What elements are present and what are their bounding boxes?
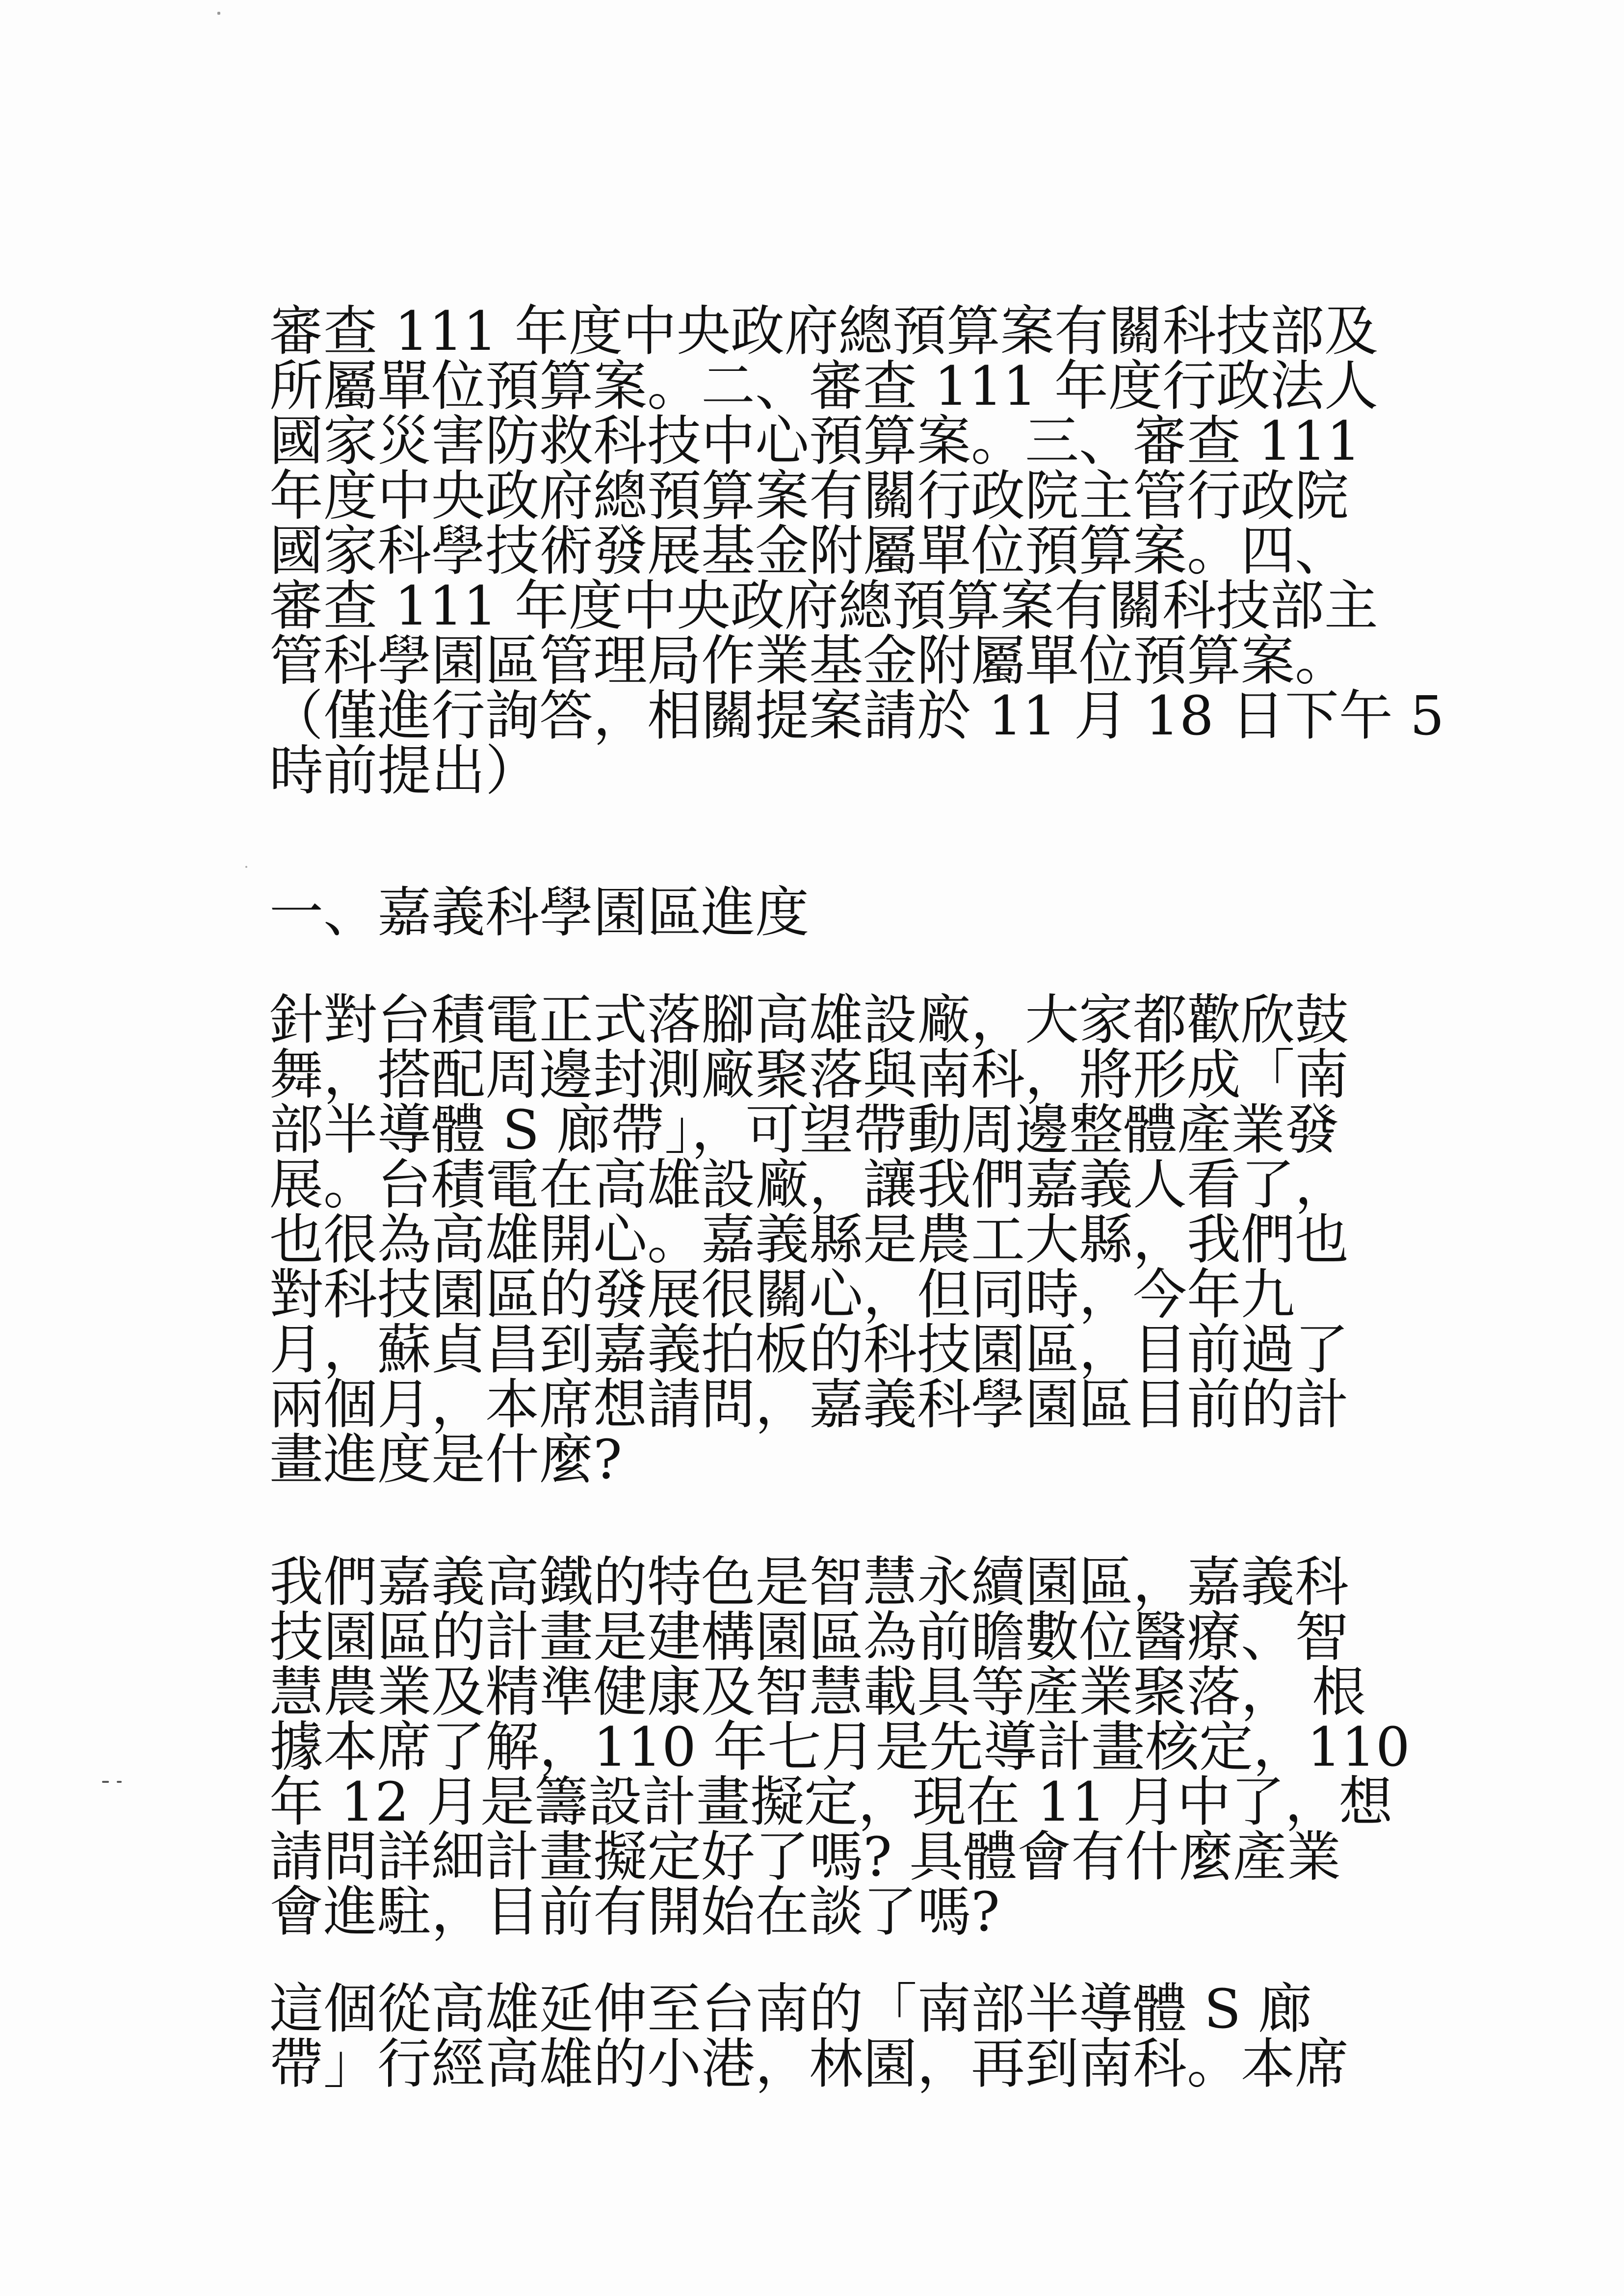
section-heading: [269, 881, 1545, 944]
text-line: 展。台積電在高雄設廠，讓我們嘉義人看了，: [269, 1153, 1349, 1216]
text-line: 部半導體 S 廊帶」，可望帶動周邊整體產業發: [269, 1098, 1339, 1161]
text-line: 年度中央政府總預算案有關行政院主管行政院: [269, 465, 1349, 527]
text-line: 會進駐，目前有開始在談了嗎?: [269, 1880, 1000, 1943]
scan-artifact: [217, 12, 220, 15]
text-line: （僅進行詢答，相關提案請於 11 月 18 日下午 5: [269, 684, 1444, 747]
scan-artifact: [245, 866, 247, 868]
text-line: 審查 111 年度中央政府總預算案有關科技部主: [269, 574, 1378, 637]
text-line: 帶」行經高雄的小港，林園，再到南科。本席: [269, 2033, 1349, 2095]
text-line: 管科學園區管理局作業基金附屬單位預算案。: [269, 629, 1349, 692]
body-paragraph: [269, 989, 1545, 1491]
text-line: 請問詳細計畫擬定好了嗎? 具體會有什麼產業: [269, 1826, 1341, 1888]
text-line: 對科技園區的發展很關心，但同時，今年九: [269, 1263, 1295, 1326]
text-line: 國家災害防救科技中心預算案。三、審查 111: [269, 410, 1361, 472]
text-line: 這個從高雄延伸至台南的「南部半導體 S 廊: [269, 1978, 1312, 2040]
text-line: 針對台積電正式落腳高雄設廠，大家都歡欣鼓: [269, 989, 1349, 1051]
scan-artifact: [117, 1781, 122, 1783]
body-paragraph: [269, 1551, 1545, 1943]
section-heading-text: 一、嘉義科學園區進度: [269, 881, 809, 944]
intro-paragraph: [269, 300, 1545, 802]
text-line: 據本席了解，110 年七月是先導計畫核定，110: [269, 1716, 1410, 1778]
text-line: 舞，搭配周邊封測廠聚落與南科，將形成「南: [269, 1044, 1349, 1106]
text-line: 所屬單位預算案。二、審查 111 年度行政法人: [269, 355, 1378, 417]
text-line: 也很為高雄開心。嘉義縣是農工大縣，我們也: [269, 1208, 1349, 1271]
text-line: 月，蘇貞昌到嘉義拍板的科技園區，目前過了: [269, 1318, 1349, 1381]
text-line: 年 12 月是籌設計畫擬定，現在 11 月中了，想: [269, 1771, 1393, 1833]
text-line: 我們嘉義高鐵的特色是智慧永續園區，嘉義科: [269, 1551, 1349, 1614]
text-line: 審查 111 年度中央政府總預算案有關科技部及: [269, 300, 1378, 363]
text-line: 時前提出）: [269, 739, 539, 802]
text-line: 畫進度是什麼?: [269, 1428, 622, 1491]
text-line: 兩個月，本席想請問，嘉義科學園區目前的計: [269, 1373, 1349, 1436]
text-line: 技園區的計畫是建構園區為前瞻數位醫療、智: [269, 1606, 1349, 1669]
text-line: 慧農業及精準健康及智慧載具等產業聚落， 根: [269, 1661, 1366, 1723]
text-line: 國家科學技術發展基金附屬單位預算案。四、: [269, 520, 1349, 582]
body-paragraph: [269, 1978, 1545, 2095]
scan-artifact: [102, 1781, 109, 1783]
